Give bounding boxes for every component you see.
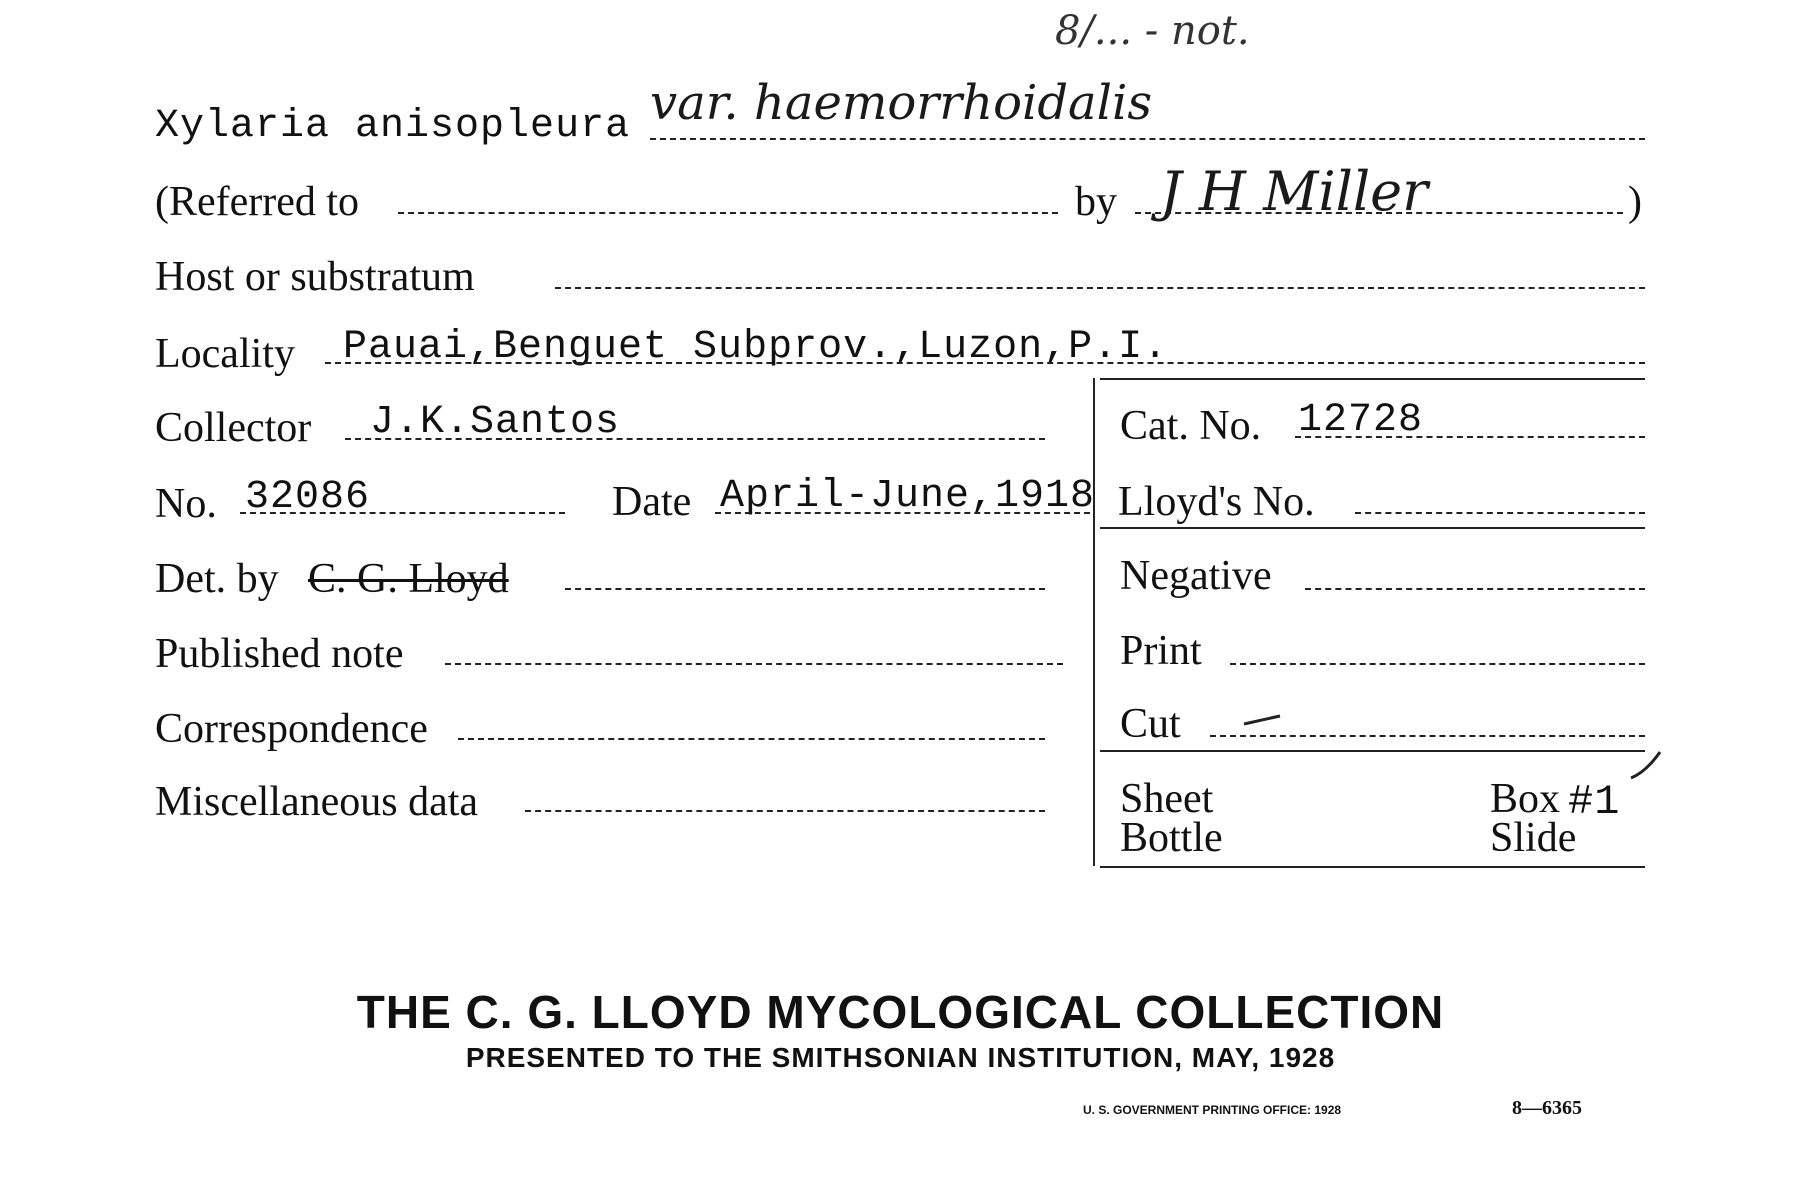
close-paren: )	[1628, 179, 1642, 225]
collector-label: Collector	[155, 405, 312, 451]
correspondence-label: Correspondence	[155, 706, 428, 752]
referred-to-dotted-line	[398, 212, 1058, 214]
collector-dotted-line	[345, 438, 1045, 440]
lloyds-no-label: Lloyd's No.	[1118, 479, 1315, 525]
collection-number: 32086	[245, 475, 371, 520]
cut-label: Cut	[1120, 701, 1181, 747]
by-label: by	[1075, 179, 1117, 225]
sheet-label: Sheet	[1120, 776, 1214, 822]
det-by-struck-name: C. G. Lloyd	[308, 556, 509, 602]
host-label: Host or substratum	[155, 254, 475, 300]
negative-label: Negative	[1120, 553, 1272, 599]
collector-value: J.K.Santos	[370, 400, 621, 445]
cut-dotted-line	[1210, 735, 1645, 737]
published-note-dotted-line	[445, 663, 1063, 665]
number-dotted-line	[240, 512, 565, 514]
cat-no-dotted-line	[1295, 436, 1645, 438]
box-value: #1	[1568, 778, 1621, 826]
right-panel-rule-2	[1100, 750, 1645, 752]
det-by-label: Det. by	[155, 556, 279, 602]
species-dotted-line	[650, 138, 1645, 140]
right-panel-divider	[1093, 378, 1095, 866]
locality-dotted-line	[325, 362, 1645, 364]
right-panel-top-rule	[1100, 378, 1645, 380]
cat-no-label: Cat. No.	[1120, 403, 1262, 449]
locality-value: Pauai,Benguet Subprov.,Luzon,P.I.	[343, 325, 1169, 370]
published-note-label: Published note	[155, 631, 404, 677]
correspondence-dotted-line	[458, 738, 1045, 740]
date-value: April-June,1918	[720, 474, 1096, 519]
printer-credit: U. S. GOVERNMENT PRINTING OFFICE: 1928	[1083, 1103, 1342, 1117]
form-number: 8—6365	[1512, 1097, 1582, 1119]
lloyds-no-dotted-line	[1355, 512, 1645, 514]
right-panel-rule-1	[1100, 527, 1645, 529]
species-variety-annotation: var. haemorrhoidalis	[650, 75, 1153, 131]
no-label: No.	[155, 481, 217, 527]
cat-no-value: 12728	[1298, 398, 1424, 443]
referred-by-dotted-line	[1135, 212, 1623, 214]
collection-subtitle: PRESENTED TO THE SMITHSONIAN INSTITUTION, MAY, 1928	[465, 1042, 1336, 1073]
misc-data-dotted-line	[525, 810, 1045, 812]
bottle-label: Bottle	[1120, 815, 1223, 861]
check-mark-icon	[1628, 748, 1664, 784]
negative-dotted-line	[1305, 588, 1645, 590]
print-dotted-line	[1230, 663, 1645, 665]
slide-label: Slide	[1490, 815, 1577, 861]
print-label: Print	[1120, 628, 1202, 674]
misc-data-label: Miscellaneous data	[155, 779, 479, 825]
cut-tick-mark-icon	[1240, 710, 1290, 730]
host-dotted-line	[555, 287, 1645, 289]
date-dotted-line	[715, 512, 1090, 514]
date-label: Date	[612, 479, 692, 525]
box-label: Box	[1490, 776, 1561, 822]
right-panel-bottom-rule	[1100, 866, 1645, 868]
top-handwritten-annotation: 8/... - not.	[1055, 8, 1250, 54]
collection-title: THE C. G. LLOYD MYCOLOGICAL COLLECTION	[356, 986, 1445, 1038]
referred-by-signature: J H Miller	[1160, 160, 1428, 223]
det-by-dotted-line	[565, 588, 1045, 590]
locality-label: Locality	[155, 331, 295, 377]
species-name: Xylaria anisopleura	[155, 104, 631, 149]
referred-to-label: (Referred to	[155, 179, 360, 225]
